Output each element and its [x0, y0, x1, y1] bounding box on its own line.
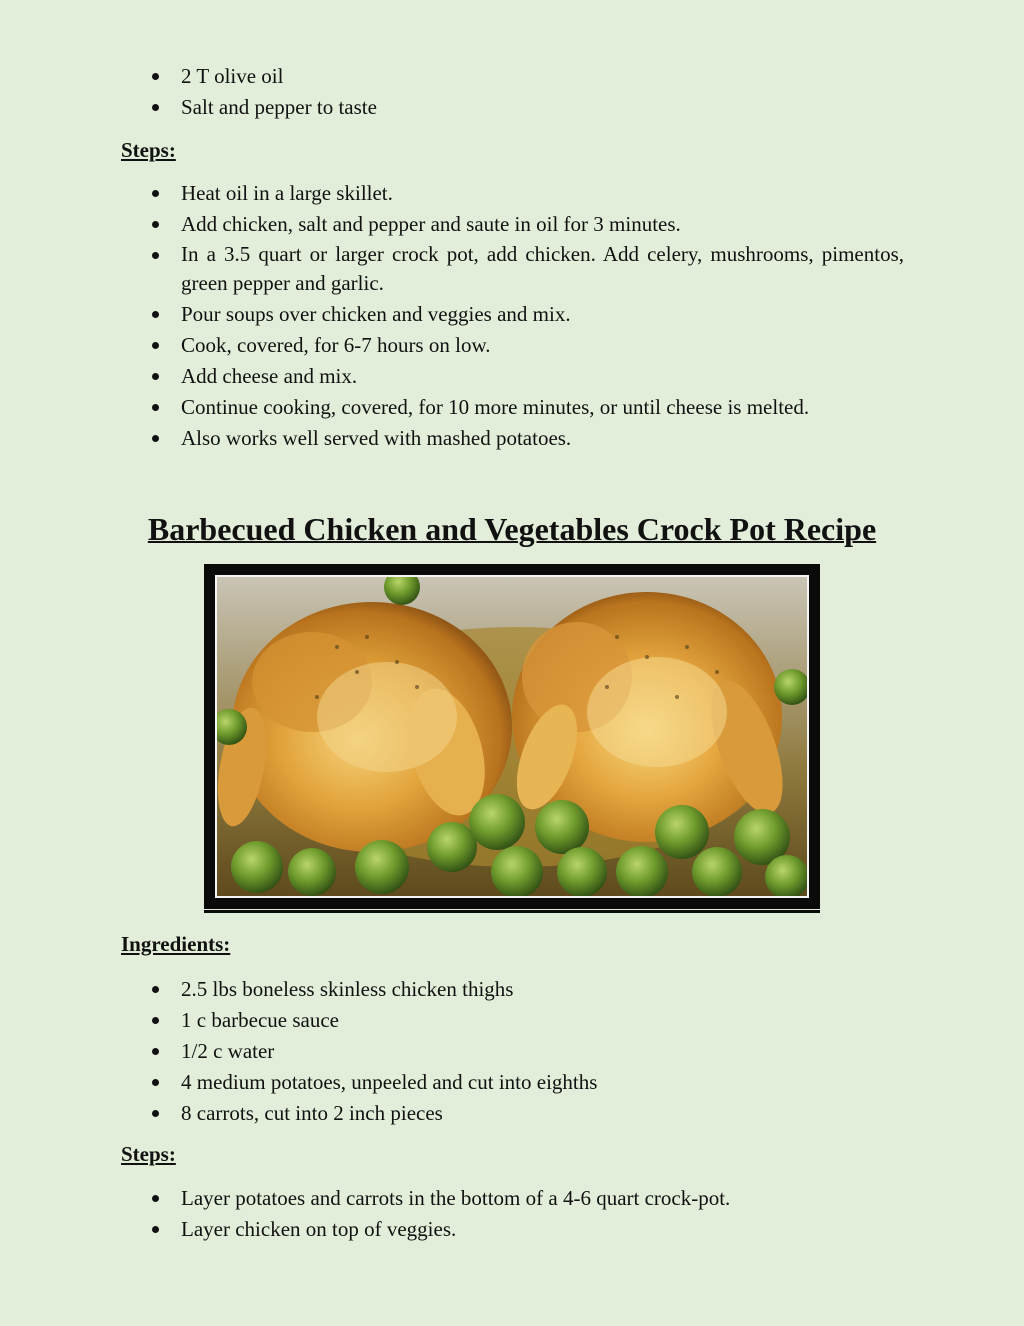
bullet-icon: [152, 104, 159, 111]
list-item: [152, 61, 904, 91]
bullet-icon: [152, 190, 159, 197]
roast-chicken-illustration: [217, 577, 807, 896]
bullet-icon: [152, 1017, 159, 1024]
previous-steps-list: [152, 178, 904, 454]
list-item-text: 1/2 c water: [181, 1039, 275, 1063]
list-item: [152, 92, 904, 122]
previous-ingredients-list: [152, 61, 904, 123]
bullet-icon: [152, 435, 159, 442]
list-item: [152, 1067, 904, 1097]
steps-list: [152, 1183, 904, 1245]
bullet-icon: [152, 311, 159, 318]
list-item-text: 2 T olive oil: [181, 64, 284, 88]
list-item-text: Add chicken, salt and pepper and saute in oil for 3 minutes.: [181, 212, 681, 236]
list-item-text: 4 medium potatoes, unpeeled and cut into eighths: [181, 1070, 598, 1094]
steps-heading: Steps:: [121, 138, 176, 162]
list-item: [152, 178, 904, 208]
bullet-icon: [152, 373, 159, 380]
photo-underline: [204, 910, 820, 913]
list-item-text: Heat oil in a large skillet.: [181, 181, 393, 205]
ingredients-list: [152, 974, 904, 1129]
list-item-text: Pour soups over chicken and veggies and mix.: [181, 302, 571, 326]
bullet-icon: [152, 252, 159, 259]
list-item-text: Continue cooking, covered, for 10 more minutes, or until cheese is melted.: [181, 395, 810, 419]
list-item: [152, 1005, 904, 1035]
list-item-text: Add cheese and mix.: [181, 364, 358, 388]
list-item: [152, 330, 904, 360]
list-item: [152, 392, 904, 422]
list-item: [152, 1036, 904, 1066]
list-item: [152, 974, 904, 1004]
list-item: [152, 299, 904, 329]
list-item-text: Layer potatoes and carrots in the bottom of a 4-6 quart crock-pot.: [181, 1186, 731, 1210]
recipe-title: Barbecued Chicken and Vegetables Crock Pot Recipe: [147, 511, 877, 547]
list-item-text: Cook, covered, for 6-7 hours on low.: [181, 333, 491, 357]
list-item-text: In a 3.5 quart or larger crock pot, add chicken. Add celery, mushrooms, pimentos, green pepper and garlic.: [181, 242, 904, 295]
list-item-text: 2.5 lbs boneless skinless chicken thighs: [181, 977, 514, 1001]
bullet-icon: [152, 986, 159, 993]
list-item: [152, 1098, 904, 1128]
list-item-text: Salt and pepper to taste: [181, 95, 377, 119]
list-item-text: 8 carrots, cut into 2 inch pieces: [181, 1101, 443, 1125]
bullet-icon: [152, 1048, 159, 1055]
list-item: [152, 1214, 904, 1244]
bullet-icon: [152, 342, 159, 349]
list-item-text: Also works well served with mashed potatoes.: [181, 426, 572, 450]
bullet-icon: [152, 1079, 159, 1086]
bullet-icon: [152, 1195, 159, 1202]
list-item: [152, 209, 904, 239]
bullet-icon: [152, 73, 159, 80]
ingredients-heading: Ingredients:: [121, 932, 231, 956]
list-item: [152, 240, 904, 298]
list-item: [152, 423, 904, 453]
bullet-icon: [152, 1110, 159, 1117]
list-item-text: Layer chicken on top of veggies.: [181, 1217, 457, 1241]
recipe-photo-frame: [204, 564, 820, 909]
steps-heading: Steps:: [121, 1142, 176, 1166]
bullet-icon: [152, 221, 159, 228]
bullet-icon: [152, 1226, 159, 1233]
list-item: [152, 361, 904, 391]
bullet-icon: [152, 404, 159, 411]
roast-chicken-photo: [215, 575, 809, 898]
list-item-text: 1 c barbecue sauce: [181, 1008, 339, 1032]
list-item: [152, 1183, 904, 1213]
